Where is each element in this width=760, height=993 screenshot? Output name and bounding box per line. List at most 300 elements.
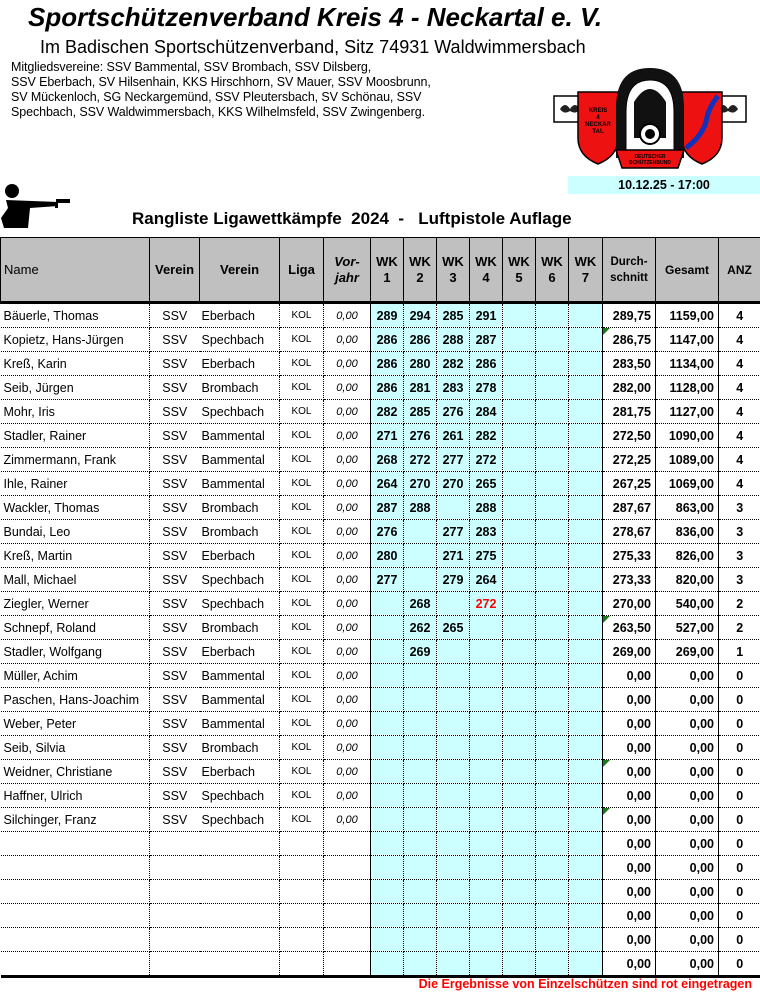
cell-club[interactable]: SSV [150,664,200,688]
cell-name[interactable]: Mall, Michael [1,568,150,592]
cell-wk1[interactable] [371,616,404,640]
cell-wk4[interactable] [470,760,503,784]
cell-wk1[interactable]: 286 [371,328,404,352]
cell-wk4[interactable] [470,784,503,808]
cell-wk4[interactable]: 275 [470,544,503,568]
cell-club[interactable]: SSV [150,568,200,592]
cell-liga[interactable]: KOL [280,592,324,616]
cell-wk1[interactable]: 276 [371,520,404,544]
cell-wk1[interactable] [371,760,404,784]
column-header-vorjahr[interactable] [324,238,371,303]
cell-club[interactable] [150,856,200,880]
cell-wk1[interactable] [371,784,404,808]
cell-wk7[interactable] [569,448,603,472]
cell-wk5[interactable] [503,424,536,448]
cell-wk5[interactable] [503,784,536,808]
cell-liga[interactable] [280,832,324,856]
cell-vorjahr[interactable]: 0,00 [324,424,371,448]
cell-liga[interactable]: KOL [280,568,324,592]
cell-total[interactable]: 0,00 [656,712,719,736]
cell-count[interactable]: 0 [719,856,760,880]
cell-vorjahr[interactable]: 0,00 [324,448,371,472]
cell-wk6[interactable] [536,592,569,616]
cell-wk4[interactable] [470,736,503,760]
cell-total[interactable]: 0,00 [656,952,719,977]
cell-club[interactable] [150,904,200,928]
column-header-wk3[interactable] [437,238,470,303]
cell-wk2[interactable]: 268 [404,592,437,616]
cell-wk3[interactable]: 261 [437,424,470,448]
table-row[interactable] [1,592,760,616]
cell-wk4[interactable]: 272 [470,592,503,616]
cell-wk5[interactable] [503,928,536,952]
cell-wk4[interactable]: 288 [470,496,503,520]
cell-wk1[interactable]: 289 [371,303,404,328]
cell-name[interactable]: Haffner, Ulrich [1,784,150,808]
cell-wk3[interactable]: 277 [437,448,470,472]
cell-club[interactable]: SSV [150,448,200,472]
cell-town[interactable]: Spechbach [200,784,280,808]
table-row[interactable] [1,472,760,496]
cell-wk3[interactable]: 270 [437,472,470,496]
cell-club[interactable] [150,832,200,856]
cell-club[interactable]: SSV [150,688,200,712]
cell-average[interactable] [603,448,656,472]
cell-town[interactable]: Bammental [200,448,280,472]
cell-wk2[interactable] [404,928,437,952]
cell-wk7[interactable] [569,352,603,376]
cell-wk3[interactable] [437,856,470,880]
cell-count[interactable]: 4 [719,328,760,352]
cell-wk3[interactable] [437,592,470,616]
cell-wk7[interactable] [569,712,603,736]
cell-wk5[interactable] [503,592,536,616]
cell-liga[interactable] [280,952,324,977]
cell-count[interactable]: 3 [719,568,760,592]
cell-average[interactable] [603,352,656,376]
cell-name[interactable]: Stadler, Rainer [1,424,150,448]
column-header-wk6[interactable] [536,238,569,303]
cell-wk3[interactable]: 277 [437,520,470,544]
table-row[interactable] [1,784,760,808]
column-header-average[interactable] [603,238,656,303]
cell-wk5[interactable] [503,568,536,592]
cell-wk6[interactable] [536,424,569,448]
cell-town[interactable] [200,832,280,856]
cell-wk5[interactable] [503,520,536,544]
cell-wk7[interactable] [569,904,603,928]
table-row[interactable] [1,688,760,712]
table-row[interactable] [1,328,760,352]
cell-wk1[interactable]: 287 [371,496,404,520]
cell-club[interactable]: SSV [150,303,200,328]
cell-wk6[interactable] [536,928,569,952]
cell-town[interactable] [200,856,280,880]
cell-club[interactable]: SSV [150,808,200,832]
cell-wk7[interactable] [569,688,603,712]
cell-name[interactable] [1,928,150,952]
cell-average[interactable] [603,303,656,328]
cell-count[interactable]: 0 [719,688,760,712]
cell-vorjahr[interactable]: 0,00 [324,640,371,664]
cell-town[interactable]: Bammental [200,472,280,496]
cell-total[interactable]: 0,00 [656,736,719,760]
cell-town[interactable]: Bammental [200,664,280,688]
table-row[interactable] [1,544,760,568]
cell-name[interactable]: Kreß, Martin [1,544,150,568]
cell-club[interactable]: SSV [150,520,200,544]
cell-liga[interactable]: KOL [280,520,324,544]
cell-name[interactable]: Kopietz, Hans-Jürgen [1,328,150,352]
cell-count[interactable]: 0 [719,832,760,856]
cell-town[interactable] [200,928,280,952]
cell-wk2[interactable]: 288 [404,496,437,520]
cell-wk6[interactable] [536,712,569,736]
table-row[interactable] [1,760,760,784]
cell-count[interactable]: 4 [719,303,760,328]
cell-wk4[interactable]: 272 [470,448,503,472]
cell-wk5[interactable] [503,352,536,376]
cell-wk2[interactable]: 269 [404,640,437,664]
cell-wk2[interactable] [404,832,437,856]
cell-vorjahr[interactable]: 0,00 [324,520,371,544]
cell-liga[interactable]: KOL [280,544,324,568]
cell-wk7[interactable] [569,328,603,352]
cell-wk3[interactable]: 285 [437,303,470,328]
cell-wk6[interactable] [536,688,569,712]
cell-liga[interactable]: KOL [280,640,324,664]
cell-town[interactable]: Brombach [200,376,280,400]
cell-wk5[interactable] [503,688,536,712]
cell-town[interactable] [200,880,280,904]
cell-wk3[interactable]: 276 [437,400,470,424]
cell-average[interactable] [603,496,656,520]
cell-average[interactable] [603,640,656,664]
cell-name[interactable] [1,880,150,904]
cell-total[interactable]: 0,00 [656,808,719,832]
cell-wk6[interactable] [536,832,569,856]
table-row[interactable] [1,712,760,736]
cell-wk2[interactable]: 286 [404,328,437,352]
table-row[interactable] [1,568,760,592]
cell-town[interactable]: Eberbach [200,352,280,376]
cell-liga[interactable] [280,904,324,928]
cell-town[interactable]: Brombach [200,736,280,760]
cell-wk2[interactable]: 262 [404,616,437,640]
column-header-wk4[interactable] [470,238,503,303]
cell-club[interactable]: SSV [150,640,200,664]
cell-wk1[interactable] [371,808,404,832]
cell-club[interactable]: SSV [150,544,200,568]
cell-wk6[interactable] [536,328,569,352]
cell-wk6[interactable] [536,352,569,376]
cell-total[interactable]: 826,00 [656,544,719,568]
cell-club[interactable] [150,880,200,904]
cell-wk3[interactable] [437,664,470,688]
cell-count[interactable]: 4 [719,424,760,448]
cell-wk7[interactable] [569,376,603,400]
cell-wk6[interactable] [536,952,569,977]
cell-wk4[interactable] [470,712,503,736]
cell-count[interactable]: 4 [719,448,760,472]
cell-wk1[interactable] [371,928,404,952]
cell-liga[interactable]: KOL [280,448,324,472]
table-row[interactable] [1,448,760,472]
cell-total[interactable]: 863,00 [656,496,719,520]
cell-count[interactable]: 0 [719,952,760,977]
cell-wk5[interactable] [503,664,536,688]
column-header-wk1[interactable] [371,238,404,303]
cell-total[interactable]: 540,00 [656,592,719,616]
cell-total[interactable]: 820,00 [656,568,719,592]
cell-vorjahr[interactable] [324,880,371,904]
cell-wk1[interactable]: 280 [371,544,404,568]
cell-wk4[interactable]: 287 [470,328,503,352]
cell-town[interactable]: Spechbach [200,592,280,616]
cell-wk1[interactable] [371,832,404,856]
cell-wk2[interactable] [404,664,437,688]
cell-wk1[interactable]: 282 [371,400,404,424]
cell-wk6[interactable] [536,880,569,904]
cell-name[interactable] [1,952,150,977]
cell-wk1[interactable] [371,688,404,712]
cell-average[interactable] [603,424,656,448]
cell-wk2[interactable] [404,568,437,592]
cell-wk1[interactable] [371,712,404,736]
table-row[interactable] [1,616,760,640]
cell-vorjahr[interactable]: 0,00 [324,592,371,616]
cell-wk3[interactable] [437,952,470,977]
cell-wk7[interactable] [569,784,603,808]
table-row[interactable] [1,928,760,952]
cell-wk1[interactable]: 264 [371,472,404,496]
table-row[interactable] [1,496,760,520]
cell-wk6[interactable] [536,400,569,424]
cell-town[interactable]: Spechbach [200,328,280,352]
cell-club[interactable]: SSV [150,712,200,736]
cell-wk4[interactable]: 264 [470,568,503,592]
cell-count[interactable]: 1 [719,640,760,664]
cell-wk3[interactable] [437,496,470,520]
cell-average[interactable] [603,928,656,952]
cell-average[interactable] [603,952,656,977]
cell-name[interactable]: Seib, Silvia [1,736,150,760]
cell-liga[interactable]: KOL [280,303,324,328]
cell-club[interactable] [150,928,200,952]
cell-vorjahr[interactable]: 0,00 [324,496,371,520]
cell-wk5[interactable] [503,376,536,400]
cell-liga[interactable]: KOL [280,496,324,520]
cell-wk1[interactable]: 271 [371,424,404,448]
cell-wk3[interactable]: 271 [437,544,470,568]
cell-club[interactable]: SSV [150,736,200,760]
cell-wk2[interactable] [404,904,437,928]
cell-wk2[interactable]: 294 [404,303,437,328]
cell-wk3[interactable] [437,688,470,712]
cell-average[interactable] [603,664,656,688]
cell-count[interactable]: 4 [719,400,760,424]
cell-club[interactable]: SSV [150,496,200,520]
cell-liga[interactable]: KOL [280,664,324,688]
cell-average[interactable] [603,832,656,856]
cell-club[interactable] [150,952,200,977]
cell-wk6[interactable] [536,784,569,808]
cell-wk7[interactable] [569,880,603,904]
cell-vorjahr[interactable]: 0,00 [324,568,371,592]
cell-total[interactable]: 1089,00 [656,448,719,472]
cell-total[interactable]: 836,00 [656,520,719,544]
cell-count[interactable]: 0 [719,904,760,928]
cell-wk2[interactable] [404,760,437,784]
cell-liga[interactable]: KOL [280,808,324,832]
cell-liga[interactable]: KOL [280,328,324,352]
cell-name[interactable]: Weber, Peter [1,712,150,736]
cell-vorjahr[interactable] [324,952,371,977]
cell-wk1[interactable] [371,952,404,977]
column-header-count[interactable]: ANZ [719,238,760,303]
cell-wk7[interactable] [569,736,603,760]
cell-wk3[interactable] [437,928,470,952]
cell-wk2[interactable] [404,784,437,808]
cell-name[interactable]: Schnepf, Roland [1,616,150,640]
cell-wk4[interactable] [470,904,503,928]
cell-count[interactable]: 3 [719,520,760,544]
cell-wk4[interactable] [470,664,503,688]
cell-wk5[interactable] [503,952,536,977]
cell-wk4[interactable] [470,808,503,832]
cell-vorjahr[interactable]: 0,00 [324,303,371,328]
cell-average[interactable] [603,808,656,832]
cell-average[interactable] [603,904,656,928]
cell-vorjahr[interactable]: 0,00 [324,808,371,832]
cell-name[interactable]: Wackler, Thomas [1,496,150,520]
cell-wk1[interactable]: 268 [371,448,404,472]
cell-wk2[interactable] [404,544,437,568]
cell-wk4[interactable] [470,856,503,880]
cell-club[interactable]: SSV [150,352,200,376]
cell-vorjahr[interactable] [324,832,371,856]
cell-average[interactable] [603,616,656,640]
cell-name[interactable]: Kreß, Karin [1,352,150,376]
cell-name[interactable]: Weidner, Christiane [1,760,150,784]
cell-count[interactable]: 4 [719,472,760,496]
cell-liga[interactable]: KOL [280,472,324,496]
cell-count[interactable]: 0 [719,928,760,952]
column-header-wk2[interactable] [404,238,437,303]
cell-wk5[interactable] [503,832,536,856]
cell-wk5[interactable] [503,904,536,928]
cell-wk6[interactable] [536,568,569,592]
cell-wk3[interactable]: 265 [437,616,470,640]
table-row[interactable] [1,736,760,760]
cell-wk4[interactable] [470,952,503,977]
cell-wk2[interactable]: 272 [404,448,437,472]
cell-club[interactable]: SSV [150,616,200,640]
cell-liga[interactable]: KOL [280,712,324,736]
cell-wk5[interactable] [503,760,536,784]
cell-liga[interactable]: KOL [280,784,324,808]
cell-name[interactable]: Mohr, Iris [1,400,150,424]
cell-wk2[interactable]: 270 [404,472,437,496]
table-row[interactable] [1,352,760,376]
cell-total[interactable]: 527,00 [656,616,719,640]
cell-wk7[interactable] [569,592,603,616]
cell-wk4[interactable] [470,616,503,640]
cell-wk7[interactable] [569,856,603,880]
cell-wk3[interactable] [437,904,470,928]
cell-wk6[interactable] [536,640,569,664]
table-row[interactable] [1,832,760,856]
cell-wk1[interactable]: 286 [371,376,404,400]
column-header-wk7[interactable] [569,238,603,303]
cell-vorjahr[interactable] [324,856,371,880]
cell-count[interactable]: 3 [719,544,760,568]
cell-name[interactable]: Ihle, Rainer [1,472,150,496]
table-row[interactable] [1,664,760,688]
cell-vorjahr[interactable]: 0,00 [324,688,371,712]
cell-wk3[interactable]: 282 [437,352,470,376]
cell-name[interactable]: Müller, Achim [1,664,150,688]
column-header-club[interactable]: Verein [150,238,200,303]
cell-wk4[interactable] [470,880,503,904]
cell-wk6[interactable] [536,808,569,832]
cell-average[interactable] [603,856,656,880]
cell-wk5[interactable] [503,496,536,520]
cell-liga[interactable]: KOL [280,400,324,424]
cell-town[interactable]: Eberbach [200,640,280,664]
cell-total[interactable]: 0,00 [656,688,719,712]
cell-liga[interactable]: KOL [280,352,324,376]
cell-wk3[interactable]: 283 [437,376,470,400]
cell-wk3[interactable] [437,808,470,832]
cell-total[interactable]: 1069,00 [656,472,719,496]
cell-wk4[interactable]: 286 [470,352,503,376]
cell-town[interactable]: Brombach [200,520,280,544]
cell-name[interactable]: Paschen, Hans-Joachim [1,688,150,712]
table-row[interactable] [1,880,760,904]
cell-liga[interactable]: KOL [280,736,324,760]
cell-average[interactable] [603,592,656,616]
cell-wk2[interactable] [404,688,437,712]
cell-wk3[interactable] [437,640,470,664]
cell-total[interactable]: 1147,00 [656,328,719,352]
table-row[interactable] [1,856,760,880]
cell-liga[interactable] [280,928,324,952]
cell-wk7[interactable] [569,832,603,856]
cell-name[interactable]: Silchinger, Franz [1,808,150,832]
column-header-wk5[interactable] [503,238,536,303]
cell-count[interactable]: 4 [719,352,760,376]
cell-wk7[interactable] [569,520,603,544]
cell-wk3[interactable] [437,760,470,784]
cell-wk4[interactable]: 278 [470,376,503,400]
cell-town[interactable] [200,904,280,928]
cell-wk2[interactable]: 285 [404,400,437,424]
cell-club[interactable]: SSV [150,592,200,616]
cell-wk2[interactable] [404,736,437,760]
cell-total[interactable]: 1090,00 [656,424,719,448]
cell-vorjahr[interactable]: 0,00 [324,616,371,640]
cell-vorjahr[interactable]: 0,00 [324,544,371,568]
cell-wk4[interactable] [470,832,503,856]
cell-liga[interactable]: KOL [280,760,324,784]
cell-count[interactable]: 0 [719,736,760,760]
cell-vorjahr[interactable] [324,904,371,928]
cell-wk7[interactable] [569,928,603,952]
cell-wk3[interactable] [437,784,470,808]
cell-average[interactable] [603,784,656,808]
table-row[interactable] [1,520,760,544]
